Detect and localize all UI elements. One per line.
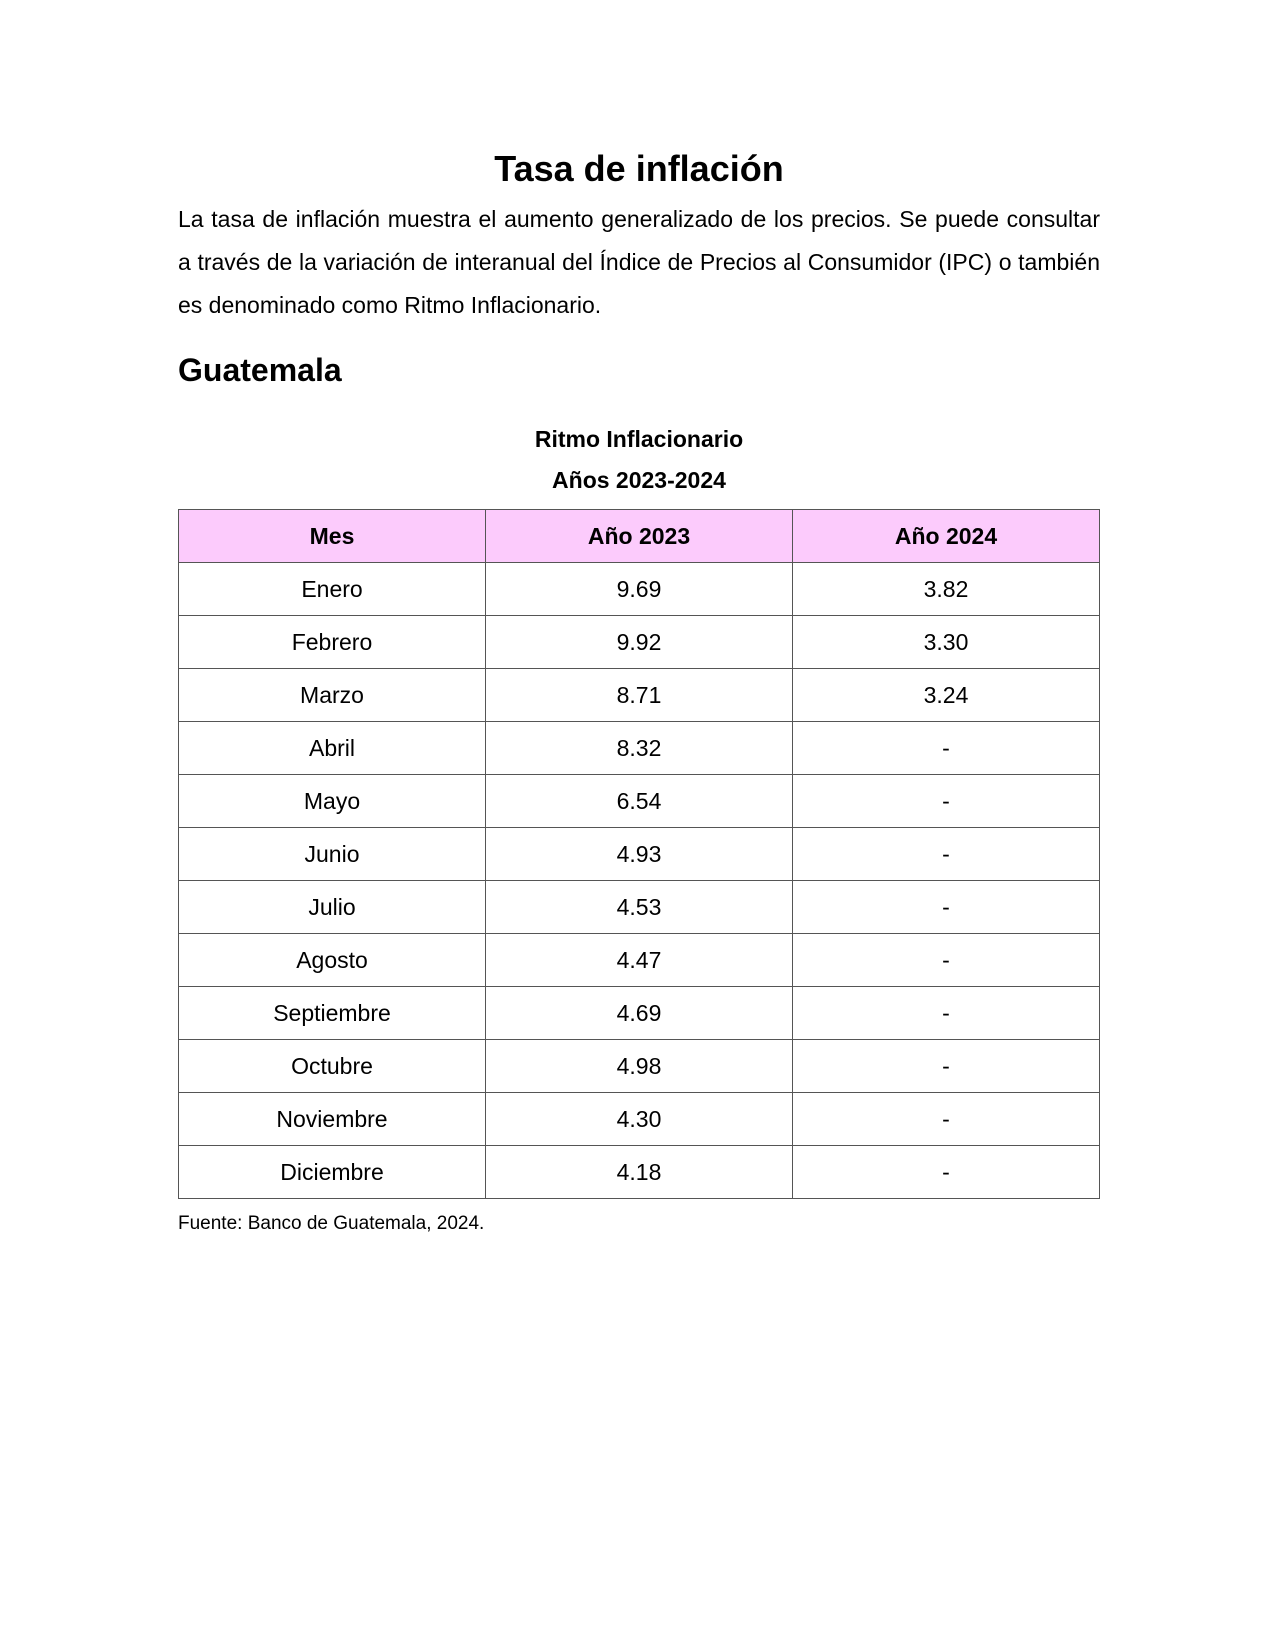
cell-value-2024: - [793,1093,1100,1146]
table-row [179,881,1100,934]
cell-value-2023: 4.98 [486,1040,793,1093]
cell-value-2024: - [793,828,1100,881]
header-year-2024: Año 2024 [793,510,1100,563]
cell-value-2023: 4.30 [486,1093,793,1146]
cell-value-2023: 4.69 [486,987,793,1040]
inflation-table [178,509,1100,1199]
section-heading: Guatemala [178,352,342,388]
cell-value-2024: - [793,1040,1100,1093]
cell-month: Diciembre [179,1146,486,1199]
cell-value-2024: - [793,1146,1100,1199]
cell-month: Julio [179,881,486,934]
table-row [179,775,1100,828]
table-row [179,563,1100,616]
table-body [179,563,1100,1199]
cell-value-2024: 3.24 [793,669,1100,722]
table-caption-title: Ritmo Inflacionario [534,426,744,452]
table-caption-subtitle: Años 2023-2024 [552,467,726,493]
cell-month: Abril [179,722,486,775]
table-row [179,934,1100,987]
cell-value-2023: 4.93 [486,828,793,881]
table-caption [178,419,1100,501]
cell-value-2023: 9.92 [486,616,793,669]
cell-value-2023: 8.32 [486,722,793,775]
header-month: Mes [179,510,486,563]
cell-value-2024: - [793,934,1100,987]
table-row [179,1146,1100,1199]
cell-value-2024: - [793,987,1100,1040]
document-title: Tasa de inflación [494,148,784,189]
table-row [179,828,1100,881]
cell-month: Junio [179,828,486,881]
table-row [179,1093,1100,1146]
table-row [179,987,1100,1040]
table-row [179,616,1100,669]
cell-value-2023: 6.54 [486,775,793,828]
cell-value-2024: - [793,775,1100,828]
cell-value-2024: - [793,722,1100,775]
cell-value-2024: 3.82 [793,563,1100,616]
table-row [179,669,1100,722]
cell-month: Marzo [179,669,486,722]
cell-month: Octubre [179,1040,486,1093]
cell-value-2023: 4.47 [486,934,793,987]
cell-month: Mayo [179,775,486,828]
cell-month: Noviembre [179,1093,486,1146]
cell-value-2024: 3.30 [793,616,1100,669]
source-note: Fuente: Banco de Guatemala, 2024. [178,1213,485,1234]
header-year-2023: Año 2023 [486,510,793,563]
cell-value-2024: - [793,881,1100,934]
cell-value-2023: 9.69 [486,563,793,616]
cell-month: Enero [179,563,486,616]
cell-month: Febrero [179,616,486,669]
cell-value-2023: 8.71 [486,669,793,722]
table-row [179,1040,1100,1093]
cell-month: Septiembre [179,987,486,1040]
cell-value-2023: 4.53 [486,881,793,934]
table-row [179,722,1100,775]
cell-value-2023: 4.18 [486,1146,793,1199]
intro-paragraph: La tasa de inflación muestra el aumento generalizado de los precios. Se puede consultar a través de la variación de interanual del Índice de Precios al Consumidor (IPC) o también es denominado como Ritmo Inflacionario. [178,206,1100,318]
document-page [178,140,1100,1237]
table-header-row [179,510,1100,563]
cell-month: Agosto [179,934,486,987]
